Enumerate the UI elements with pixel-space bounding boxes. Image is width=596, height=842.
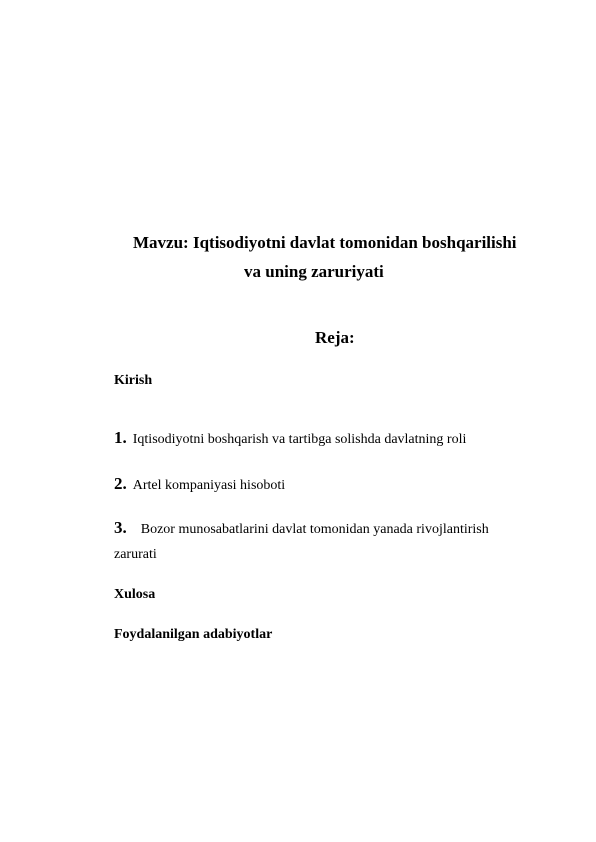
plan-item-2: [114, 475, 285, 495]
plan-item-3-continuation: zarurati: [114, 547, 157, 562]
document-title-line-1: Mavzu: Iqtisodiyotni davlat tomonidan boshqarilishi: [133, 233, 517, 252]
plan-heading: Reja:: [315, 328, 355, 347]
document-title-line-2: va uning zaruriyati: [244, 262, 384, 281]
plan-item-number: 1.: [114, 428, 127, 447]
plan-item-number: 3.: [114, 518, 127, 537]
references-label: Foydalanilgan adabiyotlar: [114, 627, 273, 642]
plan-item-text: Artel kompaniyasi hisoboti: [132, 478, 286, 493]
plan-item-number: 2.: [114, 474, 127, 493]
intro-label: Kirish: [114, 373, 153, 388]
plan-item-text: Iqtisodiyotni boshqarish va tartibga solishda davlatning roli: [132, 432, 467, 447]
plan-item-3: [114, 519, 489, 539]
plan-item-text: Bozor munosabatlarini davlat tomonidan yanada rivojlantirish: [140, 522, 489, 537]
plan-item-1: [114, 429, 466, 449]
conclusion-label: Xulosa: [114, 587, 156, 602]
